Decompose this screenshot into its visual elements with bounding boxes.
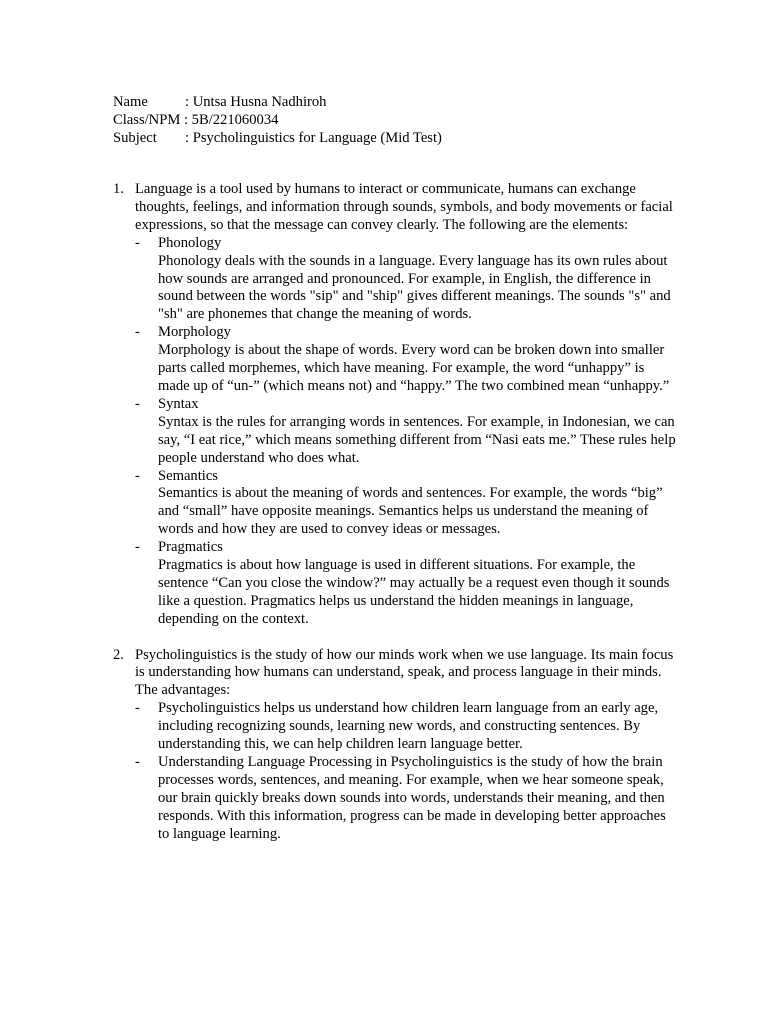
answer-2-content [135,647,677,844]
subject-value: : Psycholinguistics for Language (Mid Test) [185,129,442,146]
answer-number: 1. [113,181,124,197]
bullet-dash: - [135,467,140,484]
bullet-dash: - [135,395,140,412]
subject-label: Subject [113,129,157,146]
bullet-dash: - [135,700,140,717]
list-item [135,700,677,754]
element-text-morphology: Morphology is about the shape of words. Every word can be broken down into smaller parts called morphemes, which have meaning. For example, the word “unhappy” is made up of “un-” (which means not) and “happy.” The two combined mean “unhappy.” [158,342,670,394]
element-title-syntax: Syntax [158,395,199,412]
name-value: : Untsa Husna Nadhiroh [185,94,327,110]
element-text-semantics: Semantics is about the meaning of words and sentences. For example, the words “big” and “small” have opposite meanings. Semantics helps us understand the meaning of words and how they are used to convey ideas or messages. [158,485,663,538]
element-title-morphology: Morphology [158,324,231,341]
bullet-dash: - [135,753,140,770]
list-item-content [158,324,677,396]
paragraph-spacer [113,629,677,647]
list-item [135,324,677,396]
list-item [135,754,677,844]
subject-row [113,130,673,148]
element-title-pragmatics: Pragmatics [158,539,223,556]
list-item-content [158,396,677,468]
answer-2 [113,647,677,844]
class-label: Class/NPM [113,111,181,128]
list-item-content [158,700,677,754]
list-item [135,468,677,540]
class-row [113,112,673,130]
element-text-pragmatics: Pragmatics is about how language is used in different situations. For example, the sentence “Can you close the window?” may actually be a request even though it sounds like a question. Pragmatics helps us understand the hidden meanings in language, depending on the context. [158,557,670,627]
element-text-syntax: Syntax is the rules for arranging words in sentences. For example, in Indonesian, we can say, “I eat rice,” which means something different from “Nasi eats me.” These rules help people understand who does what. [158,413,676,466]
answer-1-intro: Language is a tool used by humans to interact or communicate, humans can exchange thoughts, feelings, and information through sounds, symbols, and body movements or facial expressions, so that the message can convey clearly. The following are the elements: [135,181,673,233]
advantage-text-2: Understanding Language Processing in Psycholinguistics is the study of how the brain processes words, sentences, and meaning. For example, when we hear someone speak, our brain quickly breaks down sounds into words, understands their meaning, and then responds. With this information, progress can be made in developing better approaches to language learning. [158,753,666,842]
element-text-phonology: Phonology deals with the sounds in a language. Every language has its own rules about how sounds are arranged and pronounced. For example, in English, the difference in sound between the words "sip" and "ship" gives different meanings. The sounds "s" and "sh" are phonemes that change the meaning of words. [158,252,671,323]
answers-body [113,181,677,844]
answer-1 [113,181,677,629]
element-title-semantics: Semantics [158,467,218,484]
answer-1-content [135,181,677,629]
list-item [135,396,677,468]
list-item [135,235,677,325]
bullet-dash: - [135,234,140,251]
name-row [113,94,673,112]
name-label: Name [113,94,148,110]
list-item [135,539,677,629]
list-item-content [158,539,677,629]
answer-number: 2. [113,646,124,663]
advantage-text-1: Psycholinguistics helps us understand how children learn language from an early age, including recognizing sounds, learning new words, and constructing sentences. By understanding this, we can help children learn language better. [158,700,659,753]
list-item-content [158,754,677,844]
bullet-dash: - [135,324,140,341]
list-item-content [158,235,677,325]
element-title-phonology: Phonology [158,234,222,251]
class-value: : 5B/221060034 [180,111,279,128]
bullet-dash: - [135,539,140,556]
list-item-content [158,468,677,540]
student-info-header [113,94,673,148]
answer-2-intro: Psycholinguistics is the study of how our minds work when we use language. Its main focus is understanding how humans can understand, speak, and process language in their minds. The advantages: [135,646,674,699]
